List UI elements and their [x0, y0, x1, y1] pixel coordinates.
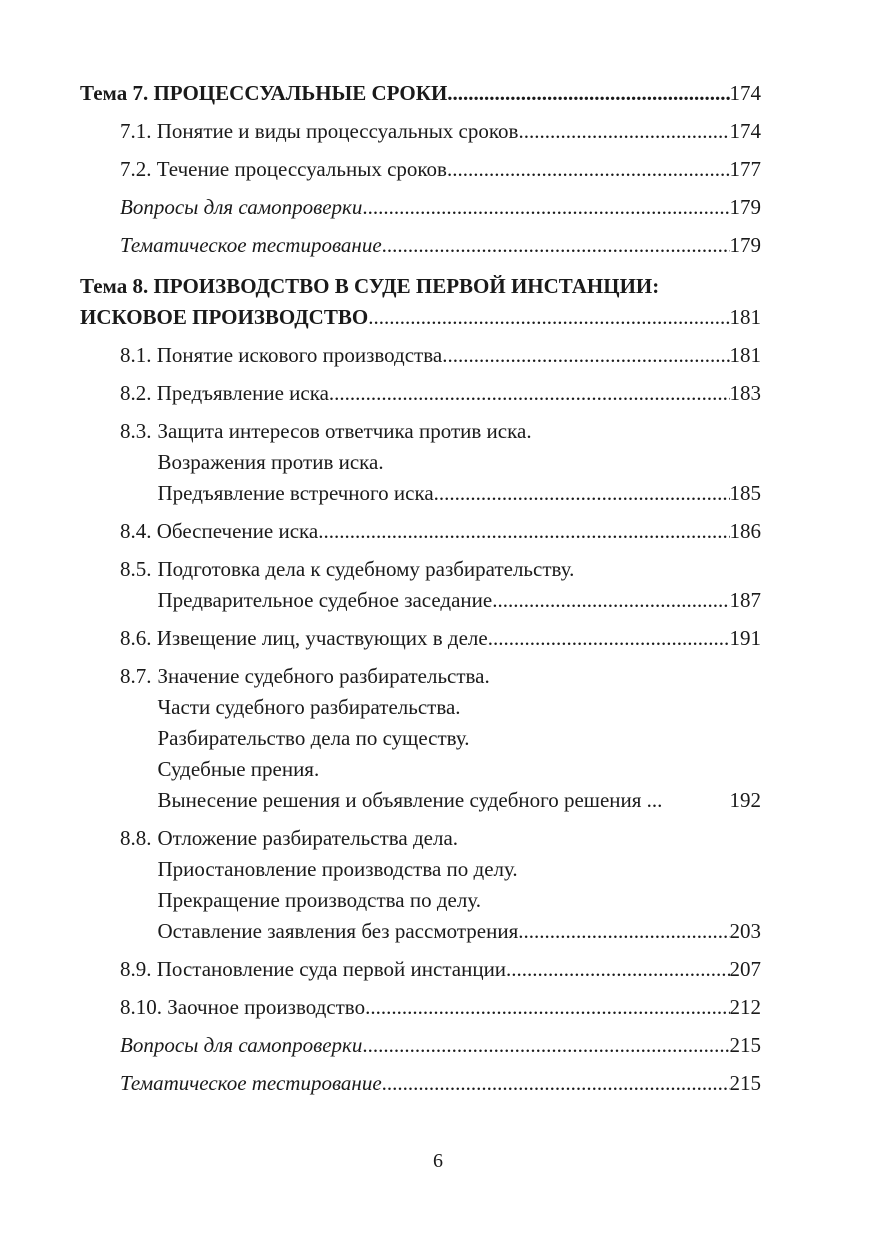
toc-item-7-1[interactable] [120, 116, 761, 147]
toc-item-page: 177 [729, 157, 761, 181]
toc-topic-7-page: 174 [729, 81, 761, 105]
toc-item-line: Оставление заявления без рассмотрения [157, 919, 519, 943]
toc-item-line: Отложение разбирательства дела. [157, 826, 459, 850]
dot-leader [382, 230, 730, 261]
dot-leader [362, 1030, 729, 1061]
toc-item-label: 8.10. Заочное производство [120, 995, 366, 1019]
toc-item-number: 8.8. [120, 826, 152, 850]
toc-item-line: Подготовка дела к судебному разбирательству. [157, 557, 575, 581]
toc-item-page: 191 [729, 626, 761, 650]
toc-item-label: 8.2. Предъявление иска [120, 381, 329, 405]
dot-leader [447, 154, 730, 185]
toc-topic-8-questions[interactable] [120, 1030, 761, 1061]
toc-item-label: 8.1. Понятие искового производства [120, 343, 443, 367]
toc-item-page: 207 [729, 957, 761, 981]
dot-leader [365, 992, 729, 1023]
toc-item-8-10[interactable] [120, 992, 761, 1023]
dot-leader [518, 916, 729, 947]
toc-item-page: 212 [729, 995, 761, 1019]
toc-topic-8-title-line1: Тема 8. ПРОИЗВОДСТВО В СУДЕ ПЕРВОЙ ИНСТАНЦИИ: [80, 274, 660, 298]
dot-leader [368, 302, 729, 333]
toc-item-line: Предъявление встречного иска [157, 481, 434, 505]
toc-item-number: 8.3. [120, 419, 152, 443]
toc-item-8-9[interactable] [120, 954, 761, 985]
toc-item-page: 185 [729, 481, 761, 505]
dot-leader [318, 516, 729, 547]
toc-item-line: Приостановление производства по делу. [157, 857, 518, 881]
toc-item-page: 215 [729, 1071, 761, 1095]
toc-item-line: Значение судебного разбирательства. [157, 664, 490, 688]
toc-topic-8-testing[interactable] [120, 1068, 761, 1099]
toc-item-8-4[interactable] [120, 516, 761, 547]
toc-item-label: 8.9. Постановление суда первой инстанции [120, 957, 507, 981]
toc-item-8-2[interactable] [120, 378, 761, 409]
dot-leader [447, 78, 729, 109]
toc-item-label: 8.6. Извещение лиц, участвующих в деле [120, 626, 488, 650]
dot-leader [506, 954, 729, 985]
toc-topic-8[interactable] [80, 271, 761, 333]
toc-item-7-2[interactable] [120, 154, 761, 185]
dot-leader [362, 192, 729, 223]
toc-item-label: Вопросы для самопроверки [120, 1033, 363, 1057]
toc-item-label: 7.1. Понятие и виды процессуальных сроков [120, 119, 519, 143]
toc-item-line: Разбирательство дела по существу. [157, 726, 470, 750]
toc-item-page: 183 [729, 381, 761, 405]
toc-item-page: 203 [729, 919, 761, 943]
toc-item-line: Вынесение решения и объявление судебного решения ... [157, 788, 663, 812]
toc-topic-8-title-line2: ИСКОВОЕ ПРОИЗВОДСТВО [80, 305, 369, 329]
toc-item-line: Предварительное судебное заседание [157, 588, 493, 612]
toc-item-number: 8.5. [120, 557, 152, 581]
toc-item-page: 187 [729, 588, 761, 612]
toc-item-line: Судебные прения. [157, 757, 320, 781]
toc-item-page: 174 [729, 119, 761, 143]
toc-item-8-8[interactable] [120, 823, 761, 947]
toc-item-line: Защита интересов ответчика против иска. [157, 419, 532, 443]
toc-item-line: Прекращение производства по делу. [157, 888, 482, 912]
page-number: 6 [433, 1150, 443, 1172]
toc-topic-8-page: 181 [729, 305, 761, 329]
toc-item-line: Части судебного разбирательства. [157, 695, 461, 719]
table-of-contents [80, 78, 761, 1106]
dot-leader [434, 478, 730, 509]
toc-item-8-5[interactable] [120, 554, 761, 616]
toc-item-page: 179 [729, 195, 761, 219]
toc-item-page: 181 [729, 343, 761, 367]
toc-item-8-1[interactable] [120, 340, 761, 371]
toc-item-8-7[interactable] [120, 661, 761, 816]
toc-item-page: 186 [729, 519, 761, 543]
dot-leader [488, 623, 730, 654]
toc-item-line: Возражения против иска. [157, 450, 384, 474]
toc-item-label: Тематическое тестирование [120, 233, 382, 257]
dot-leader [518, 116, 729, 147]
dot-leader [442, 340, 729, 371]
toc-item-page: 215 [729, 1033, 761, 1057]
toc-item-page: 192 [729, 788, 761, 812]
toc-item-label: Тематическое тестирование [120, 1071, 382, 1095]
toc-item-label: 8.4. Обеспечение иска [120, 519, 319, 543]
toc-item-8-6[interactable] [120, 623, 761, 654]
toc-item-8-3[interactable] [120, 416, 761, 509]
dot-leader [329, 378, 730, 409]
toc-item-label: Вопросы для самопроверки [120, 195, 363, 219]
toc-topic-7[interactable] [80, 78, 761, 109]
dot-leader [492, 585, 729, 616]
toc-topic-7-questions[interactable] [120, 192, 761, 223]
toc-item-number: 8.7. [120, 664, 152, 688]
toc-item-page: 179 [729, 233, 761, 257]
toc-item-label: 7.2. Течение процессуальных сроков [120, 157, 447, 181]
toc-topic-7-title: Тема 7. ПРОЦЕССУАЛЬНЫЕ СРОКИ [80, 81, 448, 105]
toc-topic-7-testing[interactable] [120, 230, 761, 261]
dot-leader [382, 1068, 730, 1099]
